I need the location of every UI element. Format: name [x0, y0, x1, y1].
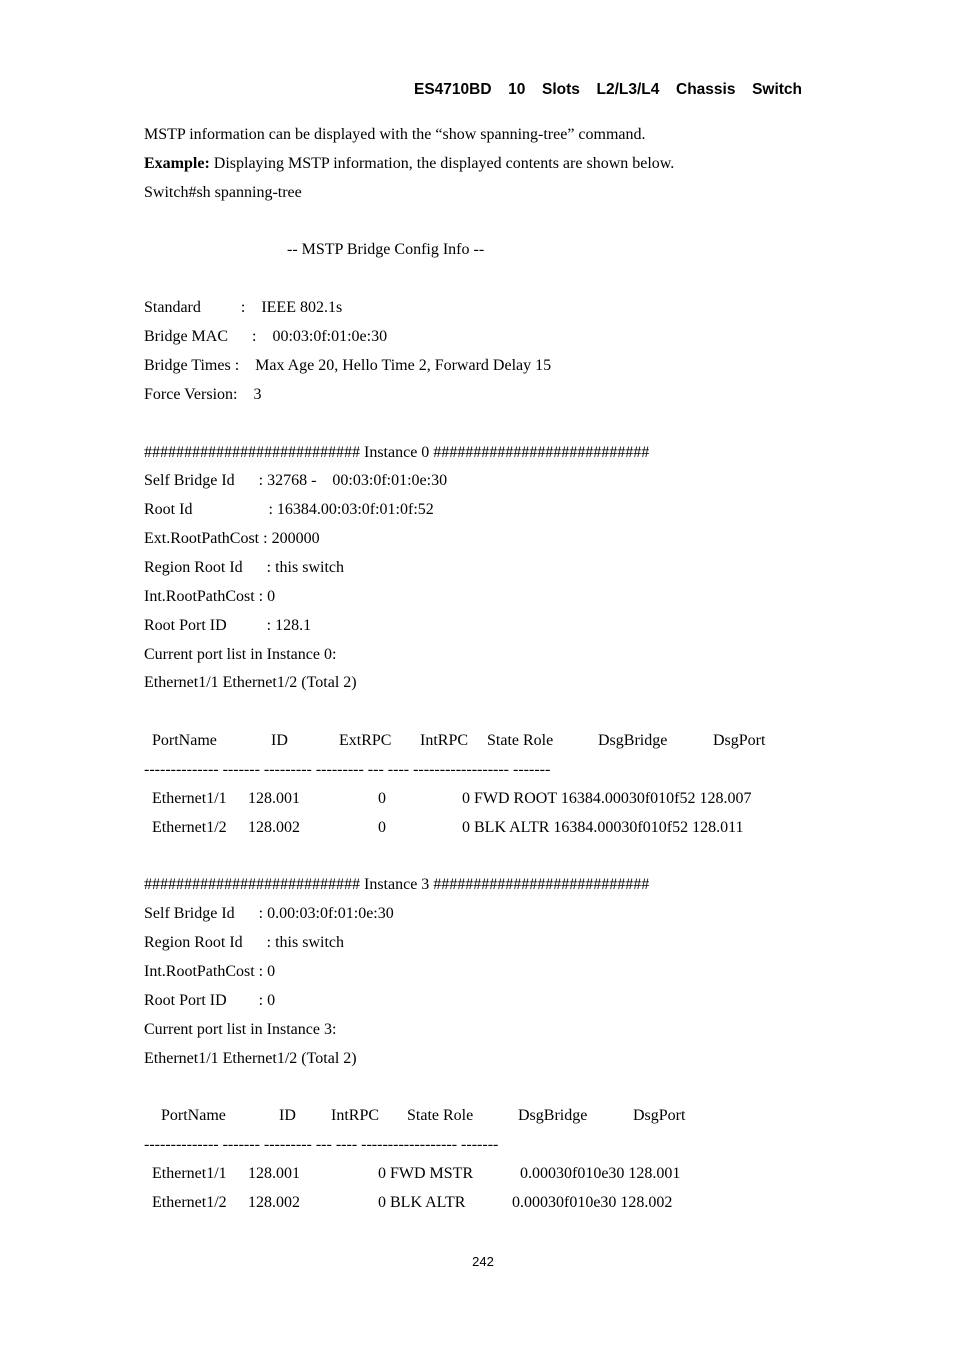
- document-header: ES4710BD 10 Slots L2/L3/L4 Chassis Switch: [414, 81, 803, 98]
- cell-extrpc: 0: [378, 790, 386, 807]
- instance0-root-id: Root Id : 16384.00:03:0f:01:0f:52: [144, 501, 434, 518]
- instance0-separator: -------------- ------- --------- --------- --- ---- ------------------ -------: [144, 761, 551, 778]
- instance3-int-cost: Int.RootPathCost : 0: [144, 963, 276, 980]
- col-header: ID: [271, 732, 288, 749]
- instance3-port-list: Ethernet1/1 Ethernet1/2 (Total 2): [144, 1050, 357, 1067]
- instance3-self-bridge: Self Bridge Id : 0.00:03:0f:01:0e:30: [144, 905, 394, 922]
- cell-extrpc: 0: [378, 819, 386, 836]
- cell-portname: Ethernet1/2: [152, 819, 227, 836]
- col-header: DsgBridge: [598, 732, 668, 749]
- cell-id: 128.001: [248, 790, 300, 807]
- command-line: Switch#sh spanning-tree: [144, 184, 302, 201]
- instance0-self-bridge: Self Bridge Id : 32768 - 00:03:0f:01:0e:30: [144, 472, 448, 489]
- col-header: IntRPC: [331, 1107, 380, 1124]
- cell-dsg: 0.00030f010e30 128.002: [512, 1194, 673, 1211]
- instance0-port-list: Ethernet1/1 Ethernet1/2 (Total 2): [144, 674, 357, 691]
- example-line: [144, 155, 674, 173]
- instance3-root-port: Root Port ID : 0: [144, 992, 276, 1009]
- col-header: ExtRPC: [339, 732, 392, 749]
- intro-text: MSTP information can be displayed with the “show spanning-tree” command.: [144, 126, 646, 143]
- instance0-root-port: Root Port ID : 128.1: [144, 617, 312, 634]
- cell-dsg: 0.00030f010e30 128.001: [520, 1165, 681, 1182]
- cell-id: 128.002: [248, 1194, 300, 1211]
- cell-id: 128.001: [248, 1165, 300, 1182]
- cell-portname: Ethernet1/1: [152, 790, 227, 807]
- instance0-ext-cost: Ext.RootPathCost : 200000: [144, 530, 320, 547]
- col-header: PortName: [161, 1107, 226, 1124]
- instance0-banner: ########################### Instance 0 ###########################: [144, 444, 650, 461]
- col-header: State Role: [487, 732, 554, 749]
- instance3-separator: -------------- ------- --------- --- ---- ------------------ -------: [144, 1136, 499, 1153]
- col-header: DsgPort: [633, 1107, 686, 1124]
- example-text: Displaying MSTP information, the displayed contents are shown below.: [209, 155, 675, 172]
- col-header: DsgBridge: [518, 1107, 588, 1124]
- bridge-force-version: Force Version: 3: [144, 386, 262, 403]
- bridge-mac: Bridge MAC : 00:03:0f:01:0e:30: [144, 328, 388, 345]
- cell-rest: 0 BLK ALTR 16384.00030f010f52 128.011: [462, 819, 744, 836]
- example-label: Example:: [144, 155, 210, 172]
- instance3-port-list-label: Current port list in Instance 3:: [144, 1021, 337, 1038]
- cell-id: 128.002: [248, 819, 300, 836]
- page-number: 242: [472, 1254, 494, 1269]
- col-header: DsgPort: [713, 732, 766, 749]
- instance0-region-root: Region Root Id : this switch: [144, 559, 344, 576]
- col-header: ID: [279, 1107, 296, 1124]
- instance3-banner: ########################### Instance 3 ###########################: [144, 876, 650, 893]
- col-header: IntRPC: [420, 732, 469, 749]
- col-header: PortName: [152, 732, 217, 749]
- bridge-standard: Standard : IEEE 802.1s: [144, 299, 343, 316]
- instance3-region-root: Region Root Id : this switch: [144, 934, 344, 951]
- bridge-config-banner: -- MSTP Bridge Config Info --: [287, 241, 485, 258]
- bridge-times: Bridge Times : Max Age 20, Hello Time 2, Forward Delay 15: [144, 357, 552, 374]
- cell-rest: 0 FWD ROOT 16384.00030f010f52 128.007: [462, 790, 752, 807]
- cell-portname: Ethernet1/1: [152, 1165, 227, 1182]
- col-header: State Role: [407, 1107, 474, 1124]
- cell-intrpc-state-role: 0 FWD MSTR: [378, 1165, 474, 1182]
- instance0-port-list-label: Current port list in Instance 0:: [144, 646, 337, 663]
- cell-portname: Ethernet1/2: [152, 1194, 227, 1211]
- cell-intrpc-state-role: 0 BLK ALTR: [378, 1194, 466, 1211]
- instance0-int-cost: Int.RootPathCost : 0: [144, 588, 276, 605]
